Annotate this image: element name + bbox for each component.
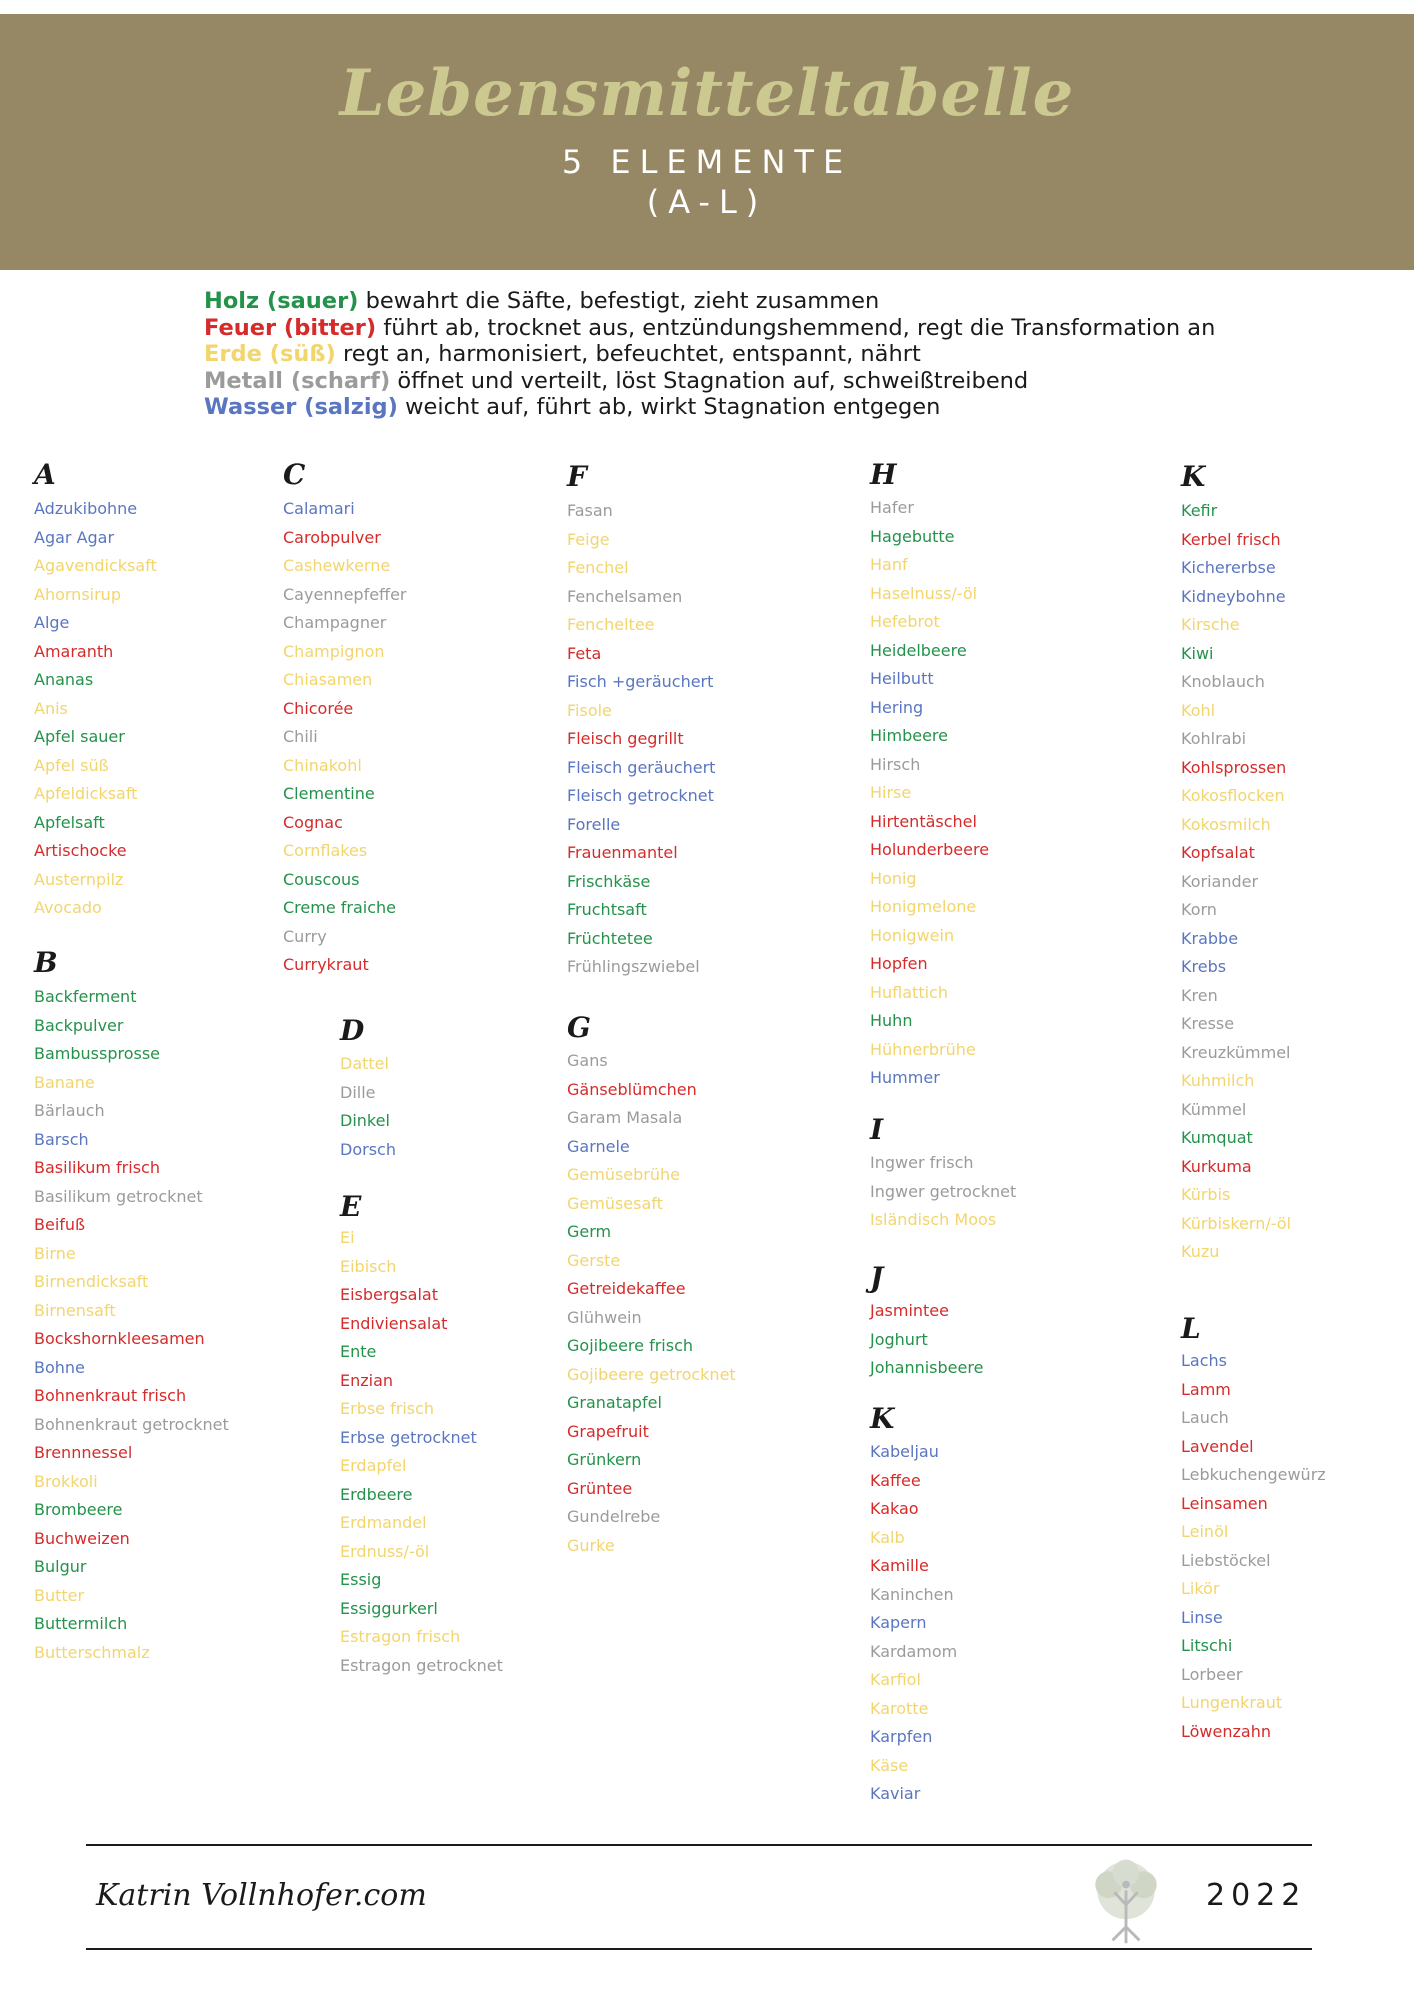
- food-item: Basilikum getrocknet: [34, 1186, 203, 1206]
- food-item: Isländisch Moos: [870, 1210, 997, 1229]
- food-item: Hopfen: [870, 954, 928, 973]
- food-item: Kamille: [870, 1556, 929, 1575]
- food-item: Lorbeer: [1181, 1664, 1243, 1684]
- food-item: Kokosflocken: [1181, 786, 1285, 805]
- food-item: Litschi: [1181, 1636, 1233, 1655]
- food-item: Currykraut: [283, 955, 369, 974]
- food-item: Korn: [1181, 900, 1217, 919]
- food-item: Lavendel: [1181, 1436, 1254, 1456]
- footer-divider-top: [86, 1844, 1312, 1846]
- food-item: Calamari: [283, 499, 355, 518]
- food-item: Bohnenkraut getrocknet: [34, 1414, 229, 1434]
- food-item: Fleisch gegrillt: [567, 729, 684, 748]
- food-item: Gojibeere getrocknet: [567, 1364, 736, 1384]
- legend-row-metall: [204, 368, 1215, 395]
- food-item: Birnensaft: [34, 1300, 116, 1320]
- food-item: Kabeljau: [870, 1442, 939, 1461]
- food-item: Chiasamen: [283, 670, 373, 689]
- food-item: Kakao: [870, 1499, 919, 1518]
- food-item: Karfiol: [870, 1670, 921, 1689]
- section-letter: C: [283, 458, 306, 491]
- food-item: Karpfen: [870, 1727, 933, 1746]
- food-item: Basilikum frisch: [34, 1158, 160, 1177]
- food-item: Agavendicksaft: [34, 556, 157, 575]
- food-item: Getreidekaffee: [567, 1279, 686, 1298]
- food-item: Cayennepfeffer: [283, 584, 407, 604]
- legend-text: regt an, harmonisiert, befeuchtet, entspannt, nährt: [335, 341, 921, 368]
- legend-row-erde: [204, 341, 1215, 368]
- food-item: Knoblauch: [1181, 672, 1265, 691]
- legend-row-wasser: [204, 394, 1215, 421]
- food-item: Dattel: [340, 1054, 389, 1073]
- food-item: Frauenmantel: [567, 843, 678, 862]
- header-banner: [0, 14, 1414, 270]
- food-item: Dille: [340, 1082, 376, 1102]
- subtitle-line-1: 5 ELEMENTE: [561, 143, 853, 181]
- food-item: Fasan: [567, 501, 613, 520]
- food-item: Lungenkraut: [1181, 1693, 1283, 1712]
- food-item: Käse: [870, 1755, 909, 1775]
- food-item: Brombeere: [34, 1500, 123, 1519]
- food-item: Champagner: [283, 613, 387, 632]
- legend-row-holz: [204, 288, 1215, 315]
- footer-divider-bottom: [86, 1948, 1312, 1950]
- food-item: Kokosmilch: [1181, 814, 1271, 834]
- tree-of-life-icon: [1078, 1852, 1174, 1948]
- food-item: Frischkäse: [567, 871, 651, 891]
- food-item: Curry: [283, 926, 327, 946]
- food-item: Kirsche: [1181, 615, 1240, 634]
- food-item: Chicorée: [283, 698, 354, 718]
- food-item: Kohl: [1181, 700, 1216, 720]
- food-item: Barsch: [34, 1129, 89, 1149]
- food-item: Avocado: [34, 898, 102, 917]
- food-item: Birnendicksaft: [34, 1272, 149, 1291]
- food-item: Cognac: [283, 812, 343, 832]
- food-item: Buchweizen: [34, 1528, 130, 1548]
- food-item: Fruchtsaft: [567, 900, 647, 919]
- food-item: Dorsch: [340, 1139, 396, 1159]
- food-item: Champignon: [283, 641, 385, 661]
- food-item: Hagebutte: [870, 526, 955, 546]
- food-item: Erdnuss/-öl: [340, 1541, 430, 1561]
- element-legend: [204, 288, 1215, 421]
- food-item: Krebs: [1181, 957, 1227, 976]
- food-item: Karotte: [870, 1698, 929, 1718]
- food-item: Hummer: [870, 1068, 940, 1087]
- food-item: Huflattich: [870, 982, 948, 1002]
- food-item: Bohnenkraut frisch: [34, 1386, 187, 1405]
- food-item: Erdmandel: [340, 1513, 427, 1532]
- food-item: Ingwer frisch: [870, 1153, 974, 1172]
- food-item: Kuhmilch: [1181, 1071, 1255, 1090]
- food-item: Glühwein: [567, 1307, 642, 1327]
- food-item: Fisch +geräuchert: [567, 672, 714, 691]
- subtitle-line-2: (A-L): [646, 183, 768, 221]
- food-item: Erbse frisch: [340, 1399, 435, 1418]
- food-item: Lebkuchengewürz: [1181, 1465, 1326, 1484]
- food-item: Ei: [340, 1228, 355, 1247]
- legend-term: Wasser (salzig): [204, 394, 398, 421]
- food-item: Cornflakes: [283, 841, 368, 860]
- food-item: Eisbergsalat: [340, 1285, 439, 1304]
- food-item: Kopfsalat: [1181, 843, 1255, 862]
- food-item: Bambussprosse: [34, 1044, 161, 1063]
- food-item: Enzian: [340, 1370, 394, 1390]
- food-item: Backferment: [34, 987, 137, 1006]
- food-item: Früchtetee: [567, 928, 653, 948]
- legend-row-feuer: [204, 315, 1215, 342]
- food-item: Kohlsprossen: [1181, 757, 1287, 777]
- food-item: Jasmintee: [870, 1301, 949, 1320]
- food-item: Kümmel: [1181, 1099, 1247, 1119]
- food-item: Carobpulver: [283, 527, 381, 547]
- food-item: Feige: [567, 529, 610, 549]
- food-item: Essiggurkerl: [340, 1598, 438, 1618]
- food-item: Feta: [567, 643, 602, 663]
- food-item: Kürbis: [1181, 1185, 1231, 1204]
- food-item: Butterschmalz: [34, 1642, 150, 1662]
- food-item: Hefebrot: [870, 612, 940, 631]
- food-item: Likör: [1181, 1579, 1220, 1598]
- food-item: Kefir: [1181, 501, 1218, 520]
- footer-brand: Katrin Vollnhofer.com: [96, 1878, 427, 1913]
- food-item: Fenchel: [567, 558, 629, 577]
- food-item: Creme fraiche: [283, 898, 396, 917]
- food-item: Fleisch getrocknet: [567, 786, 714, 805]
- food-item: Ente: [340, 1342, 377, 1361]
- section-letter: D: [340, 1014, 365, 1047]
- food-item: Liebstöckel: [1181, 1550, 1271, 1570]
- food-item: Fencheltee: [567, 615, 655, 634]
- legend-text: führt ab, trocknet aus, entzündungshemmend, regt die Transformation an: [376, 314, 1216, 341]
- food-item: Chinakohl: [283, 755, 362, 775]
- legend-text: bewahrt die Säfte, befestigt, zieht zusammen: [358, 288, 880, 314]
- food-item: Gundelrebe: [567, 1507, 661, 1526]
- food-item: Frühlingszwiebel: [567, 957, 700, 976]
- food-item: Gurke: [567, 1535, 615, 1555]
- section-letter: E: [340, 1190, 362, 1223]
- food-item: Lamm: [1181, 1379, 1231, 1399]
- food-item: Chili: [283, 727, 318, 746]
- food-item: Ananas: [34, 670, 94, 689]
- food-item: Heilbutt: [870, 669, 934, 688]
- food-item: Granatapfel: [567, 1393, 662, 1412]
- food-item: Joghurt: [870, 1329, 928, 1349]
- food-item: Grünkern: [567, 1450, 642, 1469]
- food-item: Essig: [340, 1570, 382, 1589]
- legend-text: öffnet und verteilt, löst Stagnation auf, schweißtreibend: [390, 367, 1029, 394]
- food-item: Kren: [1181, 985, 1218, 1005]
- food-item: Kerbel frisch: [1181, 529, 1281, 549]
- section-letter: F: [567, 460, 587, 493]
- section-letter: K: [870, 1402, 895, 1435]
- food-item: Kreuzkümmel: [1181, 1042, 1291, 1062]
- food-item: Estragon frisch: [340, 1627, 461, 1646]
- food-item: Johannisbeere: [870, 1358, 984, 1377]
- food-item: Bärlauch: [34, 1101, 105, 1120]
- food-item: Kohlrabi: [1181, 729, 1247, 748]
- food-item: Erdapfel: [340, 1456, 407, 1475]
- section-letter: L: [1181, 1312, 1201, 1345]
- food-item: Birne: [34, 1243, 76, 1263]
- food-item: Agar Agar: [34, 527, 115, 547]
- section-letter: B: [34, 946, 58, 979]
- food-item: Ingwer getrocknet: [870, 1181, 1017, 1201]
- food-item: Bohne: [34, 1357, 85, 1377]
- food-item: Huhn: [870, 1011, 913, 1030]
- food-item: Holunderbeere: [870, 840, 990, 859]
- food-item: Amaranth: [34, 641, 114, 661]
- food-item: Kresse: [1181, 1014, 1235, 1033]
- food-item: Bulgur: [34, 1557, 87, 1576]
- food-item: Lauch: [1181, 1408, 1229, 1427]
- food-item: Himbeere: [870, 726, 948, 745]
- page-title: Lebensmitteltabelle: [339, 56, 1075, 131]
- food-item: Kichererbse: [1181, 558, 1276, 577]
- food-item: Artischocke: [34, 841, 127, 860]
- food-item: Haselnuss/-öl: [870, 583, 978, 603]
- legend-term: Feuer (bitter): [204, 314, 377, 341]
- food-item: Dinkel: [340, 1111, 390, 1130]
- section-letter: H: [870, 458, 897, 491]
- food-item: Gemüsesaft: [567, 1193, 663, 1213]
- food-item: Fenchelsamen: [567, 586, 683, 606]
- section-letter: I: [870, 1113, 884, 1146]
- legend-term: Metall (scharf): [204, 367, 391, 394]
- food-item: Eibisch: [340, 1256, 397, 1276]
- legend-text: weicht auf, führt ab, wirkt Stagnation entgegen: [397, 394, 941, 421]
- food-item: Erdbeere: [340, 1484, 413, 1504]
- food-item: Kidneybohne: [1181, 586, 1286, 606]
- food-item: Fleisch geräuchert: [567, 757, 716, 777]
- food-item: Clementine: [283, 784, 375, 803]
- food-item: Austernpilz: [34, 869, 124, 889]
- food-item: Koriander: [1181, 871, 1259, 891]
- food-item: Gojibeere frisch: [567, 1336, 694, 1355]
- food-item: Kapern: [870, 1613, 927, 1632]
- food-item: Gänseblümchen: [567, 1079, 697, 1099]
- food-item: Beifuß: [34, 1215, 86, 1234]
- legend-term: Erde (süß): [204, 341, 336, 368]
- food-item: Adzukibohne: [34, 499, 138, 518]
- food-item: Apfeldicksaft: [34, 784, 138, 803]
- food-item: Apfelsaft: [34, 812, 105, 832]
- food-item: Estragon getrocknet: [340, 1655, 503, 1675]
- food-item: Gemüsebrühe: [567, 1165, 681, 1184]
- food-item: Hanf: [870, 555, 908, 574]
- food-item: Hafer: [870, 498, 914, 517]
- food-item: Honigmelone: [870, 897, 977, 916]
- food-item: Cashewkerne: [283, 556, 391, 575]
- page-subtitle: [0, 142, 1414, 222]
- food-item: Linse: [1181, 1607, 1223, 1627]
- food-item: Kurkuma: [1181, 1156, 1252, 1176]
- section-letter: J: [870, 1261, 884, 1294]
- food-item: Hirtentäschel: [870, 811, 977, 831]
- section-letter: K: [1181, 460, 1206, 493]
- food-item: Buttermilch: [34, 1614, 128, 1633]
- food-item: Endiviensalat: [340, 1313, 448, 1333]
- food-item: Brennnessel: [34, 1443, 133, 1462]
- food-item: Fisole: [567, 700, 612, 720]
- food-item: Hühnerbrühe: [870, 1039, 976, 1059]
- food-item: Forelle: [567, 814, 621, 834]
- food-item: Butter: [34, 1585, 85, 1605]
- food-item: Kaviar: [870, 1784, 921, 1803]
- food-item: Kaffee: [870, 1470, 921, 1490]
- food-item: Garnele: [567, 1136, 630, 1156]
- food-item: Hirse: [870, 783, 912, 802]
- food-item: Leinsamen: [1181, 1493, 1268, 1513]
- food-item: Banane: [34, 1072, 95, 1092]
- food-item: Grapefruit: [567, 1421, 649, 1441]
- food-item: Kardamom: [870, 1641, 958, 1661]
- food-item: Apfel süß: [34, 755, 109, 775]
- food-item: Hering: [870, 697, 924, 717]
- food-item: Anis: [34, 698, 68, 718]
- footer-year: 2022: [1206, 1878, 1307, 1913]
- food-item: Bockshornkleesamen: [34, 1329, 205, 1348]
- food-item: Kalb: [870, 1527, 905, 1547]
- food-item: Kaninchen: [870, 1584, 954, 1604]
- food-item: Hirsch: [870, 754, 921, 774]
- food-item: Ahornsirup: [34, 584, 121, 604]
- food-item: Kürbiskern/-öl: [1181, 1213, 1292, 1233]
- food-item: Gans: [567, 1051, 608, 1070]
- food-item: Brokkoli: [34, 1471, 98, 1491]
- section-letter: A: [34, 458, 56, 491]
- food-item: Garam Masala: [567, 1108, 683, 1127]
- food-item: Kuzu: [1181, 1242, 1220, 1261]
- food-item: Germ: [567, 1222, 612, 1241]
- food-item: Erbse getrocknet: [340, 1427, 477, 1447]
- food-item: Alge: [34, 613, 70, 632]
- food-item: Honigwein: [870, 925, 955, 945]
- food-item: Krabbe: [1181, 928, 1239, 948]
- food-item: Couscous: [283, 869, 360, 889]
- food-item: Honig: [870, 868, 917, 888]
- food-item: Heidelbeere: [870, 640, 967, 660]
- food-item: Backpulver: [34, 1015, 124, 1035]
- food-item: Gerste: [567, 1250, 621, 1270]
- food-item: Apfel sauer: [34, 727, 125, 746]
- food-item: Grüntee: [567, 1478, 633, 1498]
- legend-term: Holz (sauer): [204, 288, 359, 314]
- section-letter: G: [567, 1011, 591, 1044]
- food-item: Lachs: [1181, 1351, 1227, 1370]
- food-item: Kiwi: [1181, 643, 1214, 663]
- food-item: Leinöl: [1181, 1522, 1229, 1541]
- food-item: Löwenzahn: [1181, 1721, 1271, 1741]
- food-item: Kumquat: [1181, 1128, 1253, 1147]
